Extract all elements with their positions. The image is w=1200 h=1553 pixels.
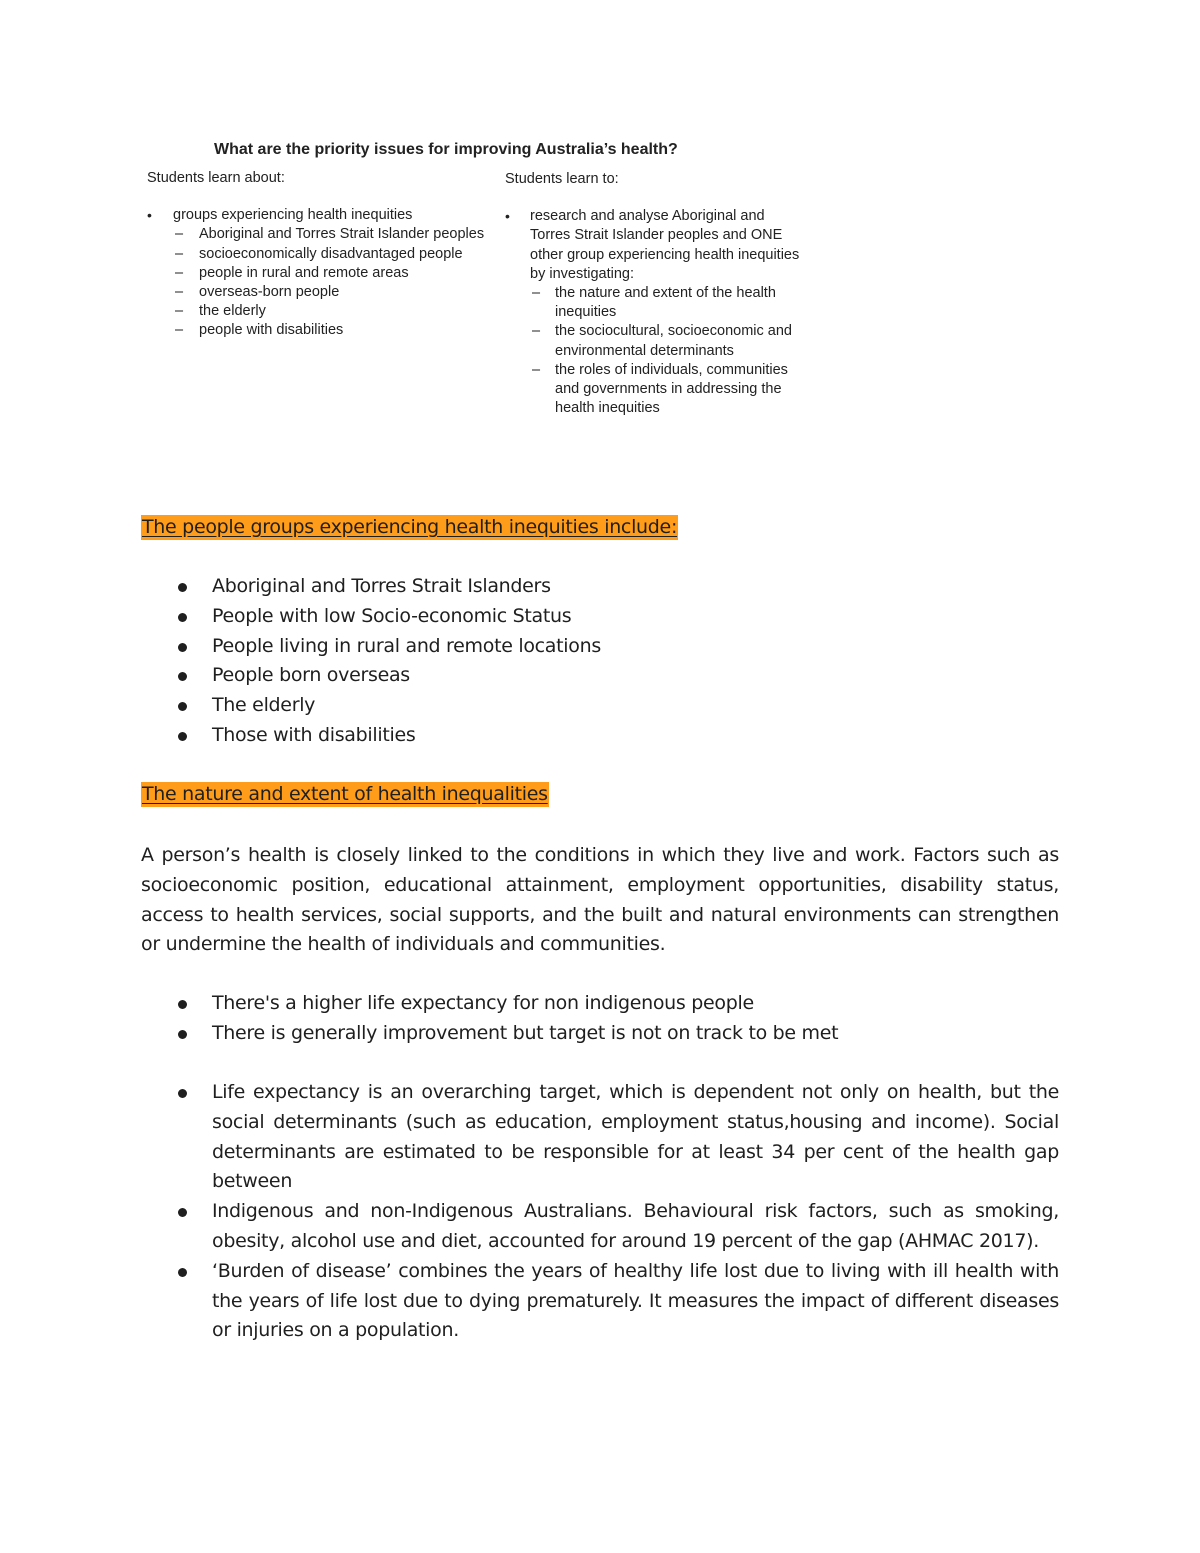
list-item-text: socioeconomically disadvantaged people — [199, 245, 463, 262]
learn-to-bullet — [505, 207, 805, 284]
list-item-text: the elderly — [199, 303, 266, 320]
list-item — [173, 245, 497, 264]
list-item — [141, 572, 1059, 602]
list-item-text: the sociocultural, socioeconomic and environmental determinants — [555, 323, 792, 359]
list-item — [141, 1197, 1059, 1257]
list-item-text: people in rural and remote areas — [199, 264, 409, 281]
list-item — [530, 284, 805, 322]
learn-to-column — [505, 170, 805, 418]
list-item — [530, 322, 805, 360]
section-heading-groups: The people groups experiencing health inequities include: — [142, 516, 678, 538]
bullet-icon — [178, 1208, 187, 1217]
determinants-list — [141, 1078, 1059, 1346]
list-item-text: Those with disabilities — [212, 723, 416, 746]
list-item-text: people with disabilities — [199, 322, 344, 339]
list-item — [141, 691, 1059, 721]
list-item-text: The elderly — [212, 694, 316, 717]
excerpt-title: What are the priority issues for improving Australia’s health? — [214, 141, 678, 158]
life-expectancy-list — [141, 989, 1059, 1049]
list-item-text: Aboriginal and Torres Strait Islander peoples — [199, 226, 485, 243]
bullet-icon — [178, 583, 187, 592]
bullet-icon: • — [147, 207, 152, 224]
bullet-icon — [178, 643, 187, 652]
dash-icon: – — [175, 284, 184, 301]
list-item — [141, 989, 1059, 1019]
dash-icon: – — [532, 285, 541, 302]
learn-about-bullet — [147, 206, 497, 225]
section-heading-nature-extent: The nature and extent of health inequalities — [142, 783, 548, 805]
list-item — [173, 264, 497, 283]
bullet-icon — [178, 732, 187, 741]
list-item — [141, 602, 1059, 632]
list-item — [173, 283, 497, 302]
list-item-text: People born overseas — [212, 664, 410, 687]
dash-icon: – — [175, 264, 184, 281]
list-item — [173, 321, 497, 340]
learn-to-subitems — [505, 284, 805, 418]
list-item-text: There is generally improvement but target is not on track to be met — [212, 1021, 839, 1044]
dash-icon: – — [532, 361, 541, 378]
learn-about-bullet-text: groups experiencing health inequities — [173, 207, 413, 224]
list-item — [141, 1257, 1059, 1346]
list-item-text: the nature and extent of the health inequities — [555, 285, 776, 321]
bullet-icon — [178, 1030, 187, 1039]
learn-to-heading: Students learn to: — [505, 171, 619, 187]
list-item-text: overseas-born people — [199, 284, 340, 301]
list-item — [173, 225, 497, 244]
list-item — [530, 361, 805, 419]
list-item-text: There's a higher life expectancy for non indigenous people — [212, 992, 754, 1014]
learn-about-column — [147, 169, 497, 341]
bullet-icon — [178, 672, 187, 681]
bullet-icon: • — [505, 208, 510, 225]
learn-about-heading: Students learn about: — [147, 170, 285, 186]
learn-to-bullet-text: research and analyse Aboriginal and Torres Strait Islander peoples and ONE other group experiencing health inequities by investigating: — [530, 208, 800, 282]
list-item-text: People living in rural and remote locations — [212, 634, 601, 657]
bullet-icon — [178, 613, 187, 622]
list-item-text: Indigenous and non-Indigenous Australians. Behavioural risk factors, such as smoking, obesity, alcohol use and diet, accounted for around 19 percent of the gap (AHMAC 2017). — [212, 1200, 1059, 1252]
list-item-text: People with low Socio-economic Status — [212, 604, 572, 627]
list-item — [141, 1078, 1059, 1197]
list-item — [141, 632, 1059, 662]
list-item — [141, 661, 1059, 691]
bullet-icon — [178, 1000, 187, 1009]
bullet-icon — [178, 1089, 187, 1098]
list-item-text: the roles of individuals, communities and governments in addressing the health inequities — [555, 361, 788, 417]
list-item — [173, 302, 497, 321]
bullet-icon — [178, 1268, 187, 1277]
dash-icon: – — [175, 245, 184, 262]
dash-icon: – — [175, 322, 184, 339]
list-item — [141, 1019, 1059, 1049]
dash-icon: – — [175, 303, 184, 320]
list-item-text: Life expectancy is an overarching target, which is dependent not only on health, but the social determinants (such as education, employment status,housing and income). Social determinants are estimated to be responsible for at least 34 per cent of the health gap between — [212, 1081, 1059, 1193]
list-item-text: ‘Burden of disease’ combines the years of healthy life lost due to living with ill health with the years of life lost due to dying prematurely. It measures the impact of different diseases or injuries on a population. — [212, 1259, 1059, 1342]
dash-icon: – — [532, 323, 541, 340]
bullet-icon — [178, 702, 187, 711]
body-paragraph: A person’s health is closely linked to the conditions in which they live and work. Factors such as socioeconomic position, educational attainment, employment opportunities, disability status, access to health services, social supports, and the built and natural environments can strengthen or undermine the health of individuals and communities. — [141, 844, 1059, 956]
dash-icon: – — [175, 226, 184, 243]
list-item — [141, 721, 1059, 751]
learn-about-subitems — [147, 225, 497, 340]
list-item-text: Aboriginal and Torres Strait Islanders — [212, 575, 551, 597]
groups-list — [141, 572, 1059, 751]
